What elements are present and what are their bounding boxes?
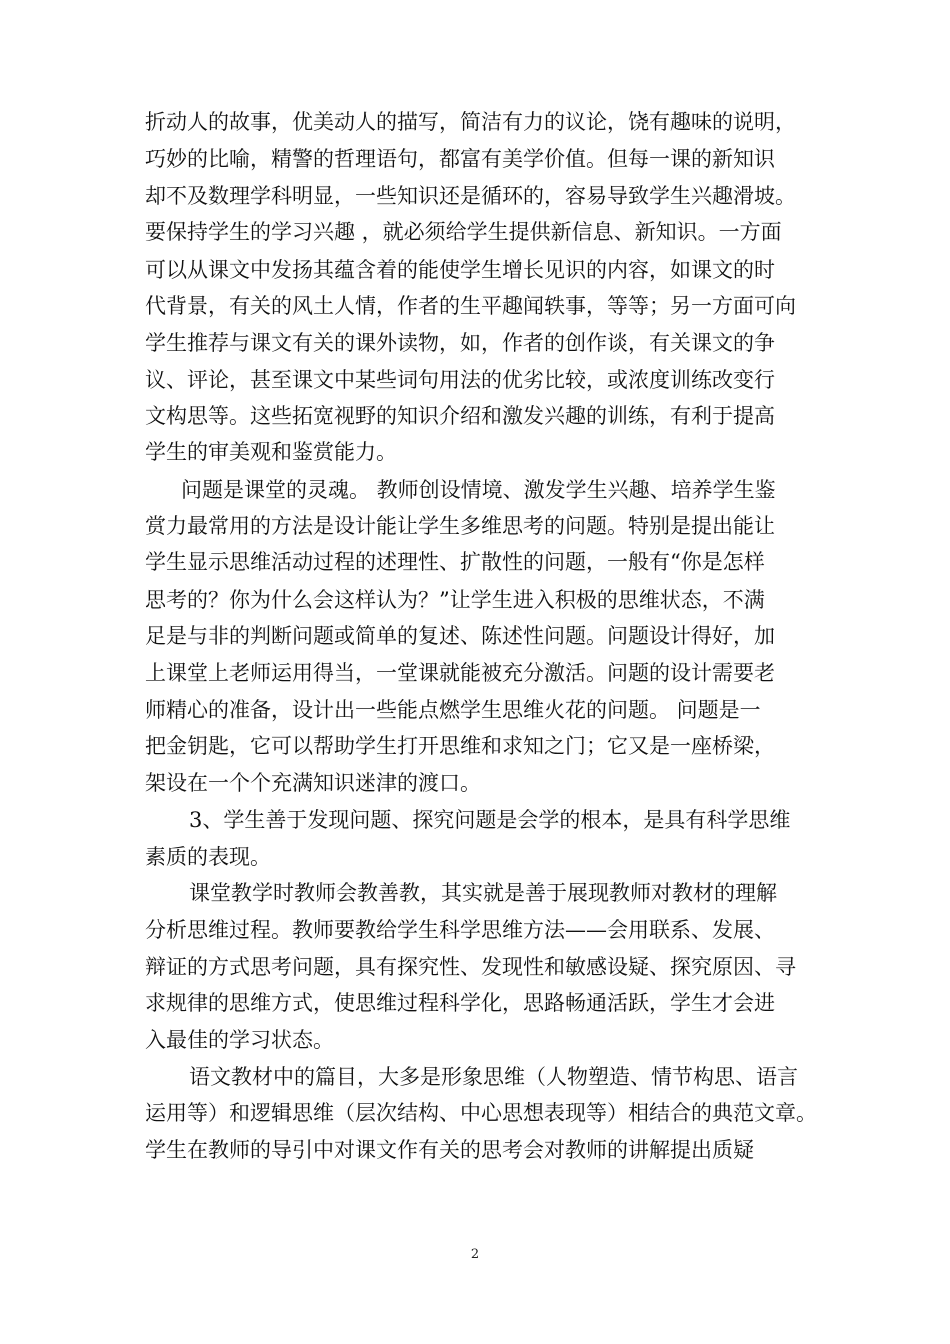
text-line: 足是与非的判断问题或简单的复述、陈述性问题。问题设计得好，加 bbox=[145, 624, 775, 648]
text-line: 辩证的方式思考问题，具有探究性、发现性和敏感设疑、探究原因、寻 bbox=[145, 955, 796, 979]
text-line: 学生在教师的导引中对课文作有关的思考会对教师的讲解提出质疑 bbox=[145, 1138, 754, 1162]
text-line: 学生显示思维活动过程的述理性、扩散性的问题，一般有“你是怎样 bbox=[145, 550, 765, 574]
text-line: 上课堂上老师运用得当，一堂课就能被充分激活。问题的设计需要老 bbox=[145, 661, 775, 685]
text-line: 师精心的准备，设计出一些能点燃学生思维火花的问题。 问题是一 bbox=[145, 698, 761, 722]
text-line: 学生的审美观和鉴赏能力。 bbox=[145, 440, 397, 464]
text-line: 要保持学生的学习兴趣 ，就必须给学生提供新信息、新知识。一方面 bbox=[145, 220, 782, 244]
text-line: 分析思维过程。教师要教给学生科学思维方法——会用联系、发展、 bbox=[145, 918, 775, 942]
text-line: 巧妙的比喻，精警的哲理语句，都富有美学价值。但每一课的新知识 bbox=[145, 147, 775, 171]
text-line: 语文教材中的篇目，大多是形象思维（人物塑造、情节构思、语言 bbox=[189, 1065, 798, 1089]
text-line: 却不及数理学科明显，一些知识还是循环的，容易导致学生兴趣滑坡。 bbox=[145, 184, 796, 208]
text-line: 学生推荐与课文有关的课外读物，如，作者的创作谈，有关课文的争 bbox=[145, 331, 775, 355]
text-line: 架设在一个个充满知识迷津的渡口。 bbox=[145, 771, 481, 795]
page-number: 2 bbox=[470, 1247, 480, 1262]
text-line: 课堂教学时教师会教善教，其实就是善于展现教师对教材的理解 bbox=[189, 881, 777, 905]
text-line: 3、学生善于发现问题、探究问题是会学的根本，是具有科学思维 bbox=[189, 808, 791, 832]
text-line: 思考的？你为什么会这样认为？”让学生进入积极的思维状态，不满 bbox=[145, 588, 765, 612]
text-line: 运用等）和逻辑思维（层次结构、中心思想表现等）相结合的典范文章。 bbox=[145, 1101, 817, 1125]
text-line: 文构思等。这些拓宽视野的知识介绍和激发兴趣的训练，有利于提高 bbox=[145, 404, 775, 428]
text-line: 代背景，有关的风土人情，作者的生平趣闻轶事，等等；另一方面可向 bbox=[145, 294, 796, 318]
text-line: 求规律的思维方式，使思维过程科学化，思路畅通活跃，学生才会进 bbox=[145, 991, 775, 1015]
text-line: 折动人的故事，优美动人的描写，简洁有力的议论，饶有趣味的说明， bbox=[145, 110, 796, 134]
text-line: 可以从课文中发扬其蕴含着的能使学生增长见识的内容，如课文的时 bbox=[145, 258, 775, 282]
text-line: 入最佳的学习状态。 bbox=[145, 1028, 334, 1052]
text-line: 把金钥匙，它可以帮助学生打开思维和求知之门；它又是一座桥梁， bbox=[145, 734, 775, 758]
text-line: 素质的表现。 bbox=[145, 845, 271, 869]
text-line: 赏力最常用的方法是设计能让学生多维思考的问题。特别是提出能让 bbox=[145, 514, 775, 538]
text-line: 问题是课堂的灵魂。 教师创设情境、激发学生兴趣、培养学生鉴 bbox=[181, 478, 776, 502]
text-line: 议、评论，甚至课文中某些词句用法的优劣比较，或浓度训练改变行 bbox=[145, 368, 775, 392]
